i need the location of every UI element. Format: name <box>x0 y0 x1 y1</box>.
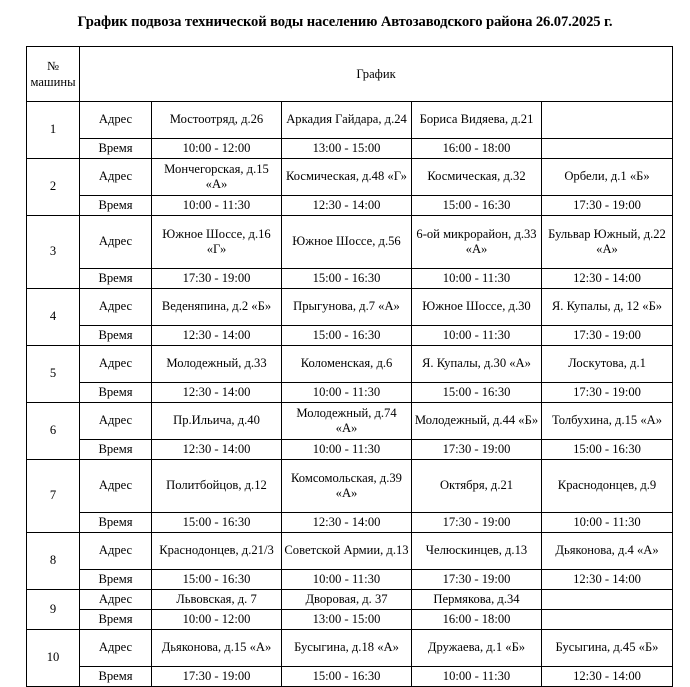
time-cell: 10:00 - 11:30 <box>412 269 542 289</box>
time-cell: 12:30 - 14:00 <box>152 383 282 403</box>
time-cell: 17:30 - 19:00 <box>152 269 282 289</box>
time-cell: 10:00 - 11:30 <box>412 667 542 687</box>
table-row <box>27 196 673 216</box>
time-cell: 10:00 - 11:30 <box>152 196 282 216</box>
row-label-address: Адрес <box>80 102 152 139</box>
time-cell-empty <box>542 139 673 159</box>
time-cell: 10:00 - 11:30 <box>282 383 412 403</box>
water-delivery-schedule-table <box>26 46 673 687</box>
table-row <box>27 216 673 269</box>
address-cell-empty <box>542 590 673 610</box>
time-cell: 16:00 - 18:00 <box>412 610 542 630</box>
time-cell: 13:00 - 15:00 <box>282 610 412 630</box>
table-row <box>27 346 673 383</box>
time-cell: 12:30 - 14:00 <box>152 440 282 460</box>
address-cell: Лоскутова, д.1 <box>542 346 673 383</box>
time-cell: 12:30 - 14:00 <box>282 196 412 216</box>
machine-number-cell: 6 <box>27 403 80 460</box>
row-label-address: Адрес <box>80 346 152 383</box>
table-row <box>27 440 673 460</box>
row-label-time: Время <box>80 139 152 159</box>
time-cell: 17:30 - 19:00 <box>542 383 673 403</box>
machine-number-cell: 10 <box>27 630 80 687</box>
table-row <box>27 667 673 687</box>
address-cell: Космическая, д.32 <box>412 159 542 196</box>
address-cell: Политбойцов, д.12 <box>152 460 282 513</box>
address-cell: Краснодонцев, д.9 <box>542 460 673 513</box>
address-cell: Орбели, д.1 «Б» <box>542 159 673 196</box>
row-label-address: Адрес <box>80 159 152 196</box>
address-cell: Краснодонцев, д.21/3 <box>152 533 282 570</box>
address-cell: Львовская, д. 7 <box>152 590 282 610</box>
time-cell-empty <box>542 610 673 630</box>
page-title: График подвоза технической воды населению Автозаводского района 26.07.2025 г. <box>77 14 613 30</box>
time-cell: 10:00 - 12:00 <box>152 610 282 630</box>
address-cell: Бориса Видяева, д.21 <box>412 102 542 139</box>
address-cell: Южное Шоссе, д.16 «Г» <box>152 216 282 269</box>
address-cell: Дьяконова, д.15 «А» <box>152 630 282 667</box>
address-cell: Прыгунова, д.7 «А» <box>282 289 412 326</box>
address-cell: Южное Шоссе, д.30 <box>412 289 542 326</box>
time-cell: 17:30 - 19:00 <box>412 513 542 533</box>
row-label-time: Время <box>80 196 152 216</box>
table-row <box>27 533 673 570</box>
table-header <box>27 47 673 102</box>
row-label-time: Время <box>80 440 152 460</box>
table-body <box>27 102 673 687</box>
time-cell: 10:00 - 11:30 <box>412 326 542 346</box>
time-cell: 12:30 - 14:00 <box>282 513 412 533</box>
table-row <box>27 102 673 139</box>
address-cell: Дружаева, д.1 «Б» <box>412 630 542 667</box>
time-cell: 10:00 - 11:30 <box>542 513 673 533</box>
row-label-address: Адрес <box>80 590 152 610</box>
time-cell: 15:00 - 16:30 <box>282 269 412 289</box>
machine-number-cell: 5 <box>27 346 80 403</box>
column-header-schedule: График <box>80 47 673 102</box>
time-cell: 17:30 - 19:00 <box>412 440 542 460</box>
time-cell: 10:00 - 12:00 <box>152 139 282 159</box>
time-cell: 15:00 - 16:30 <box>282 667 412 687</box>
address-cell: Южное Шоссе, д.56 <box>282 216 412 269</box>
address-cell: Веденяпина, д.2 «Б» <box>152 289 282 326</box>
time-cell: 15:00 - 16:30 <box>412 196 542 216</box>
address-cell: Челюскинцев, д.13 <box>412 533 542 570</box>
table-row <box>27 460 673 513</box>
time-cell: 17:30 - 19:00 <box>542 196 673 216</box>
address-cell: Комсомольская, д.39 «А» <box>282 460 412 513</box>
machine-number-cell: 2 <box>27 159 80 216</box>
time-cell: 12:30 - 14:00 <box>542 570 673 590</box>
time-cell: 15:00 - 16:30 <box>282 326 412 346</box>
machine-number-cell: 1 <box>27 102 80 159</box>
row-label-address: Адрес <box>80 460 152 513</box>
row-label-address: Адрес <box>80 289 152 326</box>
address-cell: Дьяконова, д.4 «А» <box>542 533 673 570</box>
machine-number-cell: 8 <box>27 533 80 590</box>
time-cell: 16:00 - 18:00 <box>412 139 542 159</box>
table-row <box>27 383 673 403</box>
row-label-address: Адрес <box>80 403 152 440</box>
address-cell: Я. Купалы, д.30 «А» <box>412 346 542 383</box>
address-cell: Аркадия Гайдара, д.24 <box>282 102 412 139</box>
address-cell: Октября, д.21 <box>412 460 542 513</box>
row-label-time: Время <box>80 570 152 590</box>
time-cell: 17:30 - 19:00 <box>412 570 542 590</box>
address-cell: Толбухина, д.15 «А» <box>542 403 673 440</box>
table-row <box>27 513 673 533</box>
address-cell: Космическая, д.48 «Г» <box>282 159 412 196</box>
address-cell: Коломенская, д.6 <box>282 346 412 383</box>
row-label-time: Время <box>80 383 152 403</box>
address-cell: Молодежный, д.33 <box>152 346 282 383</box>
time-cell: 12:30 - 14:00 <box>542 269 673 289</box>
table-row <box>27 159 673 196</box>
table-row <box>27 326 673 346</box>
address-cell: Молодежный, д.74 «А» <box>282 403 412 440</box>
address-cell: Молодежный, д.44 «Б» <box>412 403 542 440</box>
time-cell: 10:00 - 11:30 <box>282 440 412 460</box>
address-cell: 6-ой микрорайон, д.33 «А» <box>412 216 542 269</box>
time-cell: 15:00 - 16:30 <box>412 383 542 403</box>
schedule-table-container <box>26 46 672 687</box>
address-cell: Советской Армии, д.13 <box>282 533 412 570</box>
time-cell: 15:00 - 16:30 <box>152 570 282 590</box>
time-cell: 15:00 - 16:30 <box>542 440 673 460</box>
address-cell: Пермякова, д.34 <box>412 590 542 610</box>
address-cell: Я. Купалы, д, 12 «Б» <box>542 289 673 326</box>
table-row <box>27 289 673 326</box>
time-cell: 17:30 - 19:00 <box>152 667 282 687</box>
time-cell: 12:30 - 14:00 <box>152 326 282 346</box>
machine-number-cell: 4 <box>27 289 80 346</box>
machine-number-cell: 9 <box>27 590 80 630</box>
time-cell: 13:00 - 15:00 <box>282 139 412 159</box>
machine-number-cell: 7 <box>27 460 80 533</box>
machine-number-cell: 3 <box>27 216 80 289</box>
table-header-row <box>27 47 673 102</box>
row-label-time: Время <box>80 269 152 289</box>
address-cell: Бусыгина, д.18 «А» <box>282 630 412 667</box>
time-cell: 17:30 - 19:00 <box>542 326 673 346</box>
table-row <box>27 610 673 630</box>
row-label-time: Время <box>80 326 152 346</box>
row-label-address: Адрес <box>80 216 152 269</box>
row-label-time: Время <box>80 667 152 687</box>
address-cell-empty <box>542 102 673 139</box>
address-cell: Бусыгина, д.45 «Б» <box>542 630 673 667</box>
table-row <box>27 590 673 610</box>
table-row <box>27 570 673 590</box>
time-cell: 15:00 - 16:30 <box>152 513 282 533</box>
table-row <box>27 139 673 159</box>
table-row <box>27 403 673 440</box>
address-cell: Пр.Ильича, д.40 <box>152 403 282 440</box>
row-label-time: Время <box>80 610 152 630</box>
time-cell: 12:30 - 14:00 <box>542 667 673 687</box>
row-label-address: Адрес <box>80 533 152 570</box>
address-cell: Мостоотряд, д.26 <box>152 102 282 139</box>
row-label-time: Время <box>80 513 152 533</box>
table-row <box>27 269 673 289</box>
address-cell: Дворовая, д. 37 <box>282 590 412 610</box>
column-header-machine-number: № машины <box>27 47 80 102</box>
row-label-address: Адрес <box>80 630 152 667</box>
address-cell: Мончегорская, д.15 «А» <box>152 159 282 196</box>
time-cell: 10:00 - 11:30 <box>282 570 412 590</box>
table-row <box>27 630 673 667</box>
address-cell: Бульвар Южный, д.22 «А» <box>542 216 673 269</box>
